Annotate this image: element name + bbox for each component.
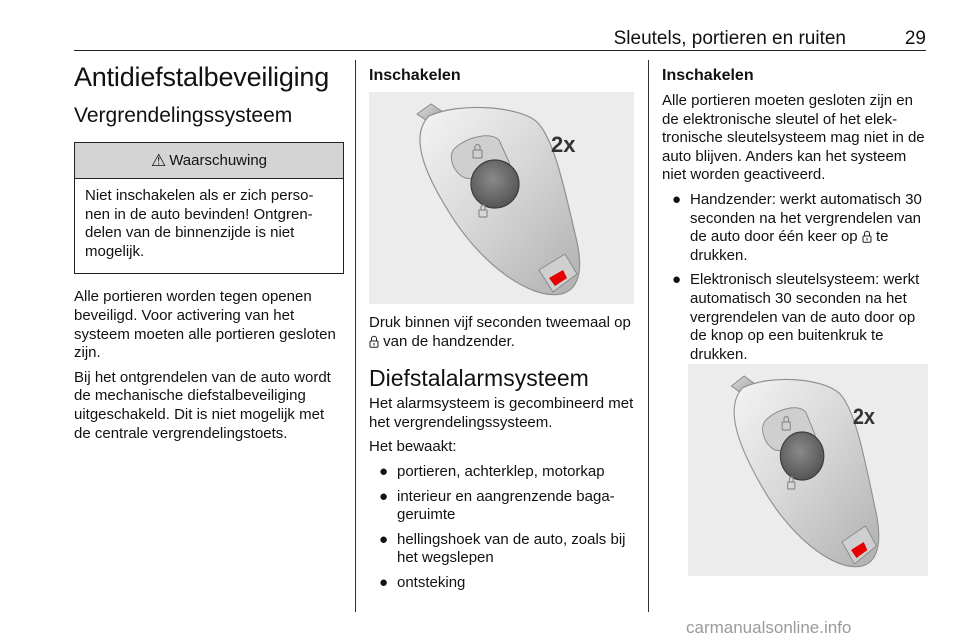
list-item: ● portieren, achterklep, motorkap: [379, 462, 605, 480]
warning-title: Waarschuwing: [169, 152, 268, 169]
figure-caption: Druk binnen vijf seconden tweemaal op van de handzender.: [369, 314, 631, 350]
activation-list: [662, 191, 928, 364]
paragraph: Het alarmsysteem is gecombineerd met het vergrendelingssysteem.: [369, 395, 634, 431]
watermark: carmanualsonline.info: [686, 618, 852, 637]
section-heading-alarm: Diefstalalarmsysteem: [369, 365, 589, 392]
warning-triangle-icon: ⚠: [150, 150, 167, 170]
lock-icon: [369, 335, 379, 348]
header-rule: [74, 50, 926, 51]
list-item: ● interieur en aangrenzende bagageruimte: [379, 487, 615, 524]
list-item: ● Elektronisch sleutelsysteem: werkt automatisch 30 seconden na het vergrendelen van de auto door op de knop op een buitenkruk te drukken.: [672, 271, 920, 363]
paragraph: Het bewaakt:: [369, 438, 457, 456]
press-twice-label: 2x: [551, 132, 576, 157]
list-item: ● hellingshoek van de auto, zoals bij het wegslepen: [379, 530, 626, 567]
subsection-heading: Vergrendelingssysteem: [74, 104, 293, 127]
press-twice-label: 2x: [852, 405, 875, 430]
section-heading-inschakelen: Inschakelen: [369, 67, 461, 84]
page-header: [74, 26, 926, 52]
page-number: 29: [904, 28, 926, 49]
lock-icon: [862, 230, 872, 243]
paragraph: Bij het ontgrendelen van de auto wordt de mechanische diefstalbeveiliging uitgeschakeld. Dit is niet mogelijk met de centrale vergrendelingstoets.: [74, 368, 331, 442]
column-1: [74, 60, 344, 443]
column-2: [369, 60, 634, 593]
warning-header: [75, 143, 343, 179]
list-item: ● Handzender: werkt automatisch 30 seconden na het vergrendelen van de auto door één keer op te drukken.: [672, 190, 922, 264]
key-fob-illustration: [369, 92, 634, 304]
column-divider-1: [355, 60, 356, 612]
key-fob-illustration-2: [688, 364, 928, 576]
column-divider-2: [648, 60, 649, 612]
list-item: ● ontsteking: [379, 573, 466, 591]
monitored-list: [369, 463, 634, 593]
section-heading-inschakelen: Inschakelen: [662, 67, 754, 84]
column-3: [662, 60, 928, 364]
running-header-title: Sleutels, portieren en ruiten: [613, 28, 846, 49]
section-heading: Antidiefstalbeveiliging: [74, 62, 330, 92]
paragraph: Alle portieren worden tegen openen beveiligd. Voor activering van het systeem moeten alle portieren gesloten zijn.: [74, 288, 336, 362]
warning-text: Niet inschakelen als er zich personen in de auto bevinden! Ontgrendelen van de binnenzijde is niet mogelijk.: [85, 187, 314, 260]
paragraph: Alle portieren moeten gesloten zijn en de elektronische sleutel of het elektronische sleutelsysteem mag niet in de auto blijven. Anders kan het systeem niet worden geactiveerd.: [662, 92, 925, 184]
warning-box: [74, 142, 344, 274]
